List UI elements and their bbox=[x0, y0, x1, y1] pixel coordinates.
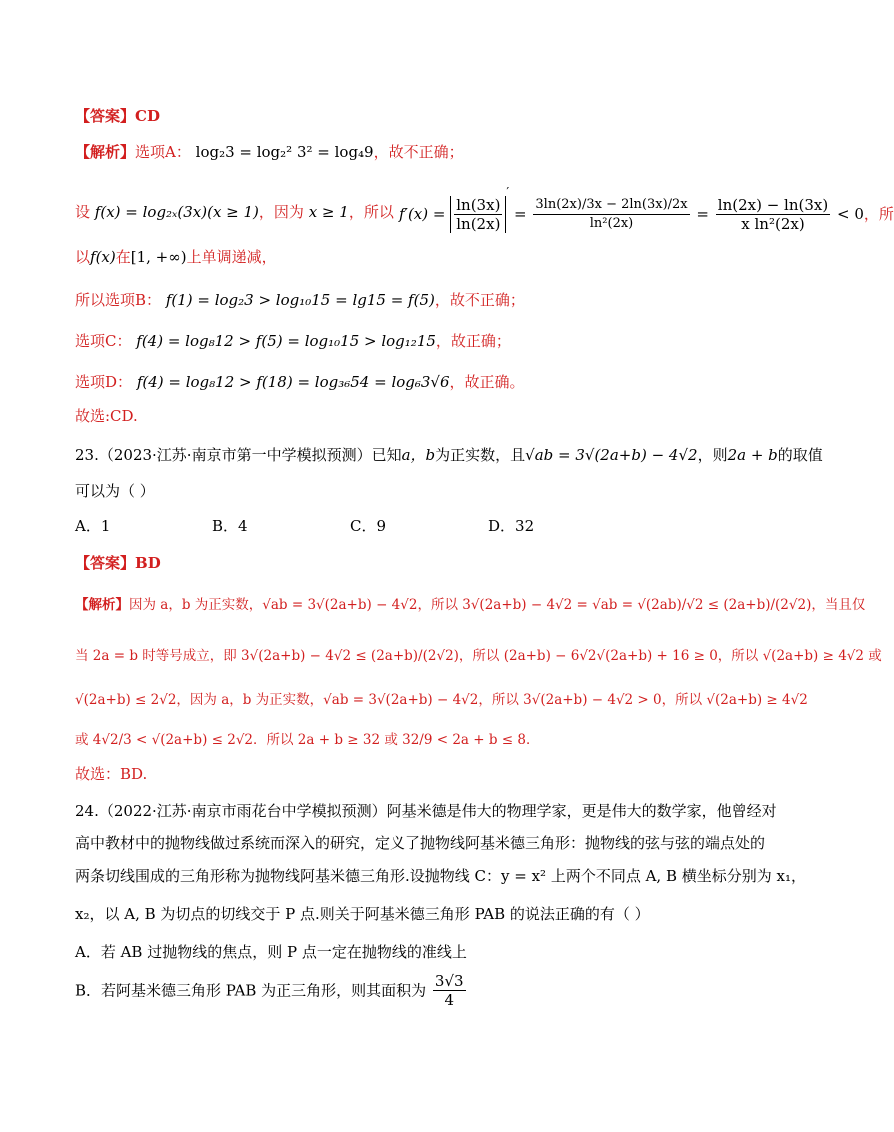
line6-pre: 选项D： bbox=[75, 373, 133, 391]
line6-math: f(4) = log₈12 > f(18) = log₃₆54 = log₆3√6 bbox=[136, 373, 450, 391]
line5-math: f(4) = log₈12 > f(5) = log₁₀15 > log₁₂15 bbox=[136, 332, 436, 350]
q23-target: 2a + b bbox=[727, 446, 778, 464]
q24-option-b-num: 3√3 bbox=[434, 972, 464, 990]
q24-option-b-den: 4 bbox=[444, 991, 455, 1009]
q24-option-a: A．若 AB 过抛物线的焦点，则 P 点一定在抛物线的准线上 bbox=[75, 943, 467, 961]
analysis2-l1: 因为 a，b 为正实数，√ab = 3√(2a+b) − 4√2，所以 3√(2a+b) − 4√2 = √ab = √(2ab)/√2 ≤ (2a+b)/(2√2)，当且仅 bbox=[129, 597, 866, 613]
answer-line-2 bbox=[75, 551, 740, 575]
q24-stem-line-3: 两条切线围成的三角形称为抛物线阿基米德三角形.设抛物线 C：y = x² 上两个不同点 A, B 横坐标分别为 x₁， bbox=[75, 867, 807, 885]
analysis2-line-2: 当 2a = b 时等号成立，即 3√(2a+b) − 4√2 ≤ (2a+b)/(2√2)，所以 (2a+b) − 6√2√(2a+b) + 16 ≥ 0，所以 √(2a+b) ≥ 4√2 或 bbox=[75, 648, 882, 664]
q24-stem-line-1: 24.（2022·江苏·南京市雨花台中学模拟预测）阿基米德是伟大的物理学家，更是伟大的数学家，他曾经对 bbox=[75, 802, 777, 820]
analysis2-line-1 bbox=[75, 593, 866, 617]
q23-option-c: C．9 bbox=[350, 517, 387, 535]
analysis1-line-2 bbox=[75, 180, 894, 242]
bracket-num: ln(3x) bbox=[456, 195, 501, 214]
analysis1-line-4 bbox=[75, 288, 740, 312]
line5-tail: ，故正确； bbox=[435, 332, 511, 350]
q23-stem-then: ，则 bbox=[697, 446, 728, 464]
rhs-num: ln(2x) − ln(3x) bbox=[717, 195, 829, 214]
option-a-tail: ，故不正确； bbox=[373, 143, 464, 161]
analysis2-line-4: 或 4√2/3 < √(2a+b) ≤ 2√2．所以 2a + b ≥ 32 或 32/9 < 2a + b ≤ 8． bbox=[75, 732, 540, 748]
answer-value: CD bbox=[135, 107, 160, 125]
analysis1-line-3 bbox=[75, 245, 740, 269]
line2-so: ，所以 bbox=[348, 203, 394, 221]
q23-stem-mid: 为正实数，且 bbox=[435, 446, 526, 464]
analysis2-line-3: √(2a+b) ≤ 2√2，因为 a，b 为正实数，√ab = 3√(2a+b) − 4√2，所以 3√(2a+b) − 4√2 > 0，所以 √(2a+b) ≥ 4√2 bbox=[75, 692, 808, 708]
answer-tag: 【答案】 bbox=[75, 107, 136, 125]
analysis1-line-1 bbox=[75, 140, 740, 164]
big-num: 3ln(2x)/3x − 2ln(3x)/2x bbox=[533, 196, 689, 215]
q24-option-b bbox=[75, 972, 740, 1016]
line5-pre: 选项C： bbox=[75, 332, 132, 350]
line2-mid: ，因为 bbox=[258, 203, 304, 221]
q23-stem-line-1 bbox=[75, 443, 823, 467]
line2-cond: x ≥ 1 bbox=[308, 203, 349, 221]
q24-stem-line-4: x₂，以 A, B 为切点的切线交于 P 点.则关于阿基米德三角形 PAB 的说法正确的有（ ） bbox=[75, 905, 650, 923]
q23-option-b: B．4 bbox=[212, 517, 248, 535]
rhs-den: x ln²(2x) bbox=[741, 214, 805, 233]
q23-stem-pre: 23.（2023·江苏·南京市第一中学模拟预测）已知 bbox=[75, 446, 402, 464]
line3-interval: [1, +∞) bbox=[130, 248, 187, 266]
derivative-expression: f′(x) = $\frac{\ln(3x)}{\ln(2x)}$ ′ = $\frac{3\ln(2x)/3x - 2\ln(3x)/2x}{\text{ln²(2x)}}$ = $\frac{\ln(2x) - \ln(3x)}{\text{x ln²(2x)}}$ < 0，所 bbox=[399, 184, 894, 233]
answer-line-1 bbox=[75, 104, 740, 128]
big-den: ln²(2x) bbox=[589, 215, 634, 231]
analysis1-line-6 bbox=[75, 370, 740, 394]
rhs-lt: < 0 bbox=[836, 205, 864, 223]
line4-math: f(1) = log₂3 > log₁₀15 = lg15 = f(5) bbox=[165, 291, 435, 309]
q23-option-a: A．1 bbox=[75, 517, 111, 535]
line2-fx: f(x) = log₂ₓ(3x)(x ≥ 1) bbox=[94, 203, 259, 221]
analysis-tag: 【解析】 bbox=[75, 143, 136, 161]
option-a-label: 选项A： bbox=[135, 143, 191, 161]
line3-fx: f(x) bbox=[90, 248, 116, 266]
analysis2-conclusion: 故选：BD. bbox=[75, 765, 148, 783]
deriv-lhs: f′(x) = bbox=[399, 205, 446, 223]
q23-option-d: D．32 bbox=[488, 517, 535, 535]
q23-cond: √ab = 3√(2a+b) − 4√2 bbox=[525, 446, 698, 464]
q23-stem-line-2: 可以为（ ） bbox=[75, 482, 155, 500]
line3-mid: 在 bbox=[115, 248, 131, 266]
analysis2-tag: 【解析】 bbox=[75, 597, 129, 613]
line6-tail: ，故正确。 bbox=[449, 373, 525, 391]
line2-tail: ，所 bbox=[863, 205, 894, 223]
analysis1-conclusion: 故选:CD. bbox=[75, 407, 138, 425]
answer2-value: BD bbox=[135, 554, 161, 572]
q24-option-b-text: B．若阿基米德三角形 PAB 为正三角形，则其面积为 bbox=[75, 981, 427, 1000]
line2-pre: 设 bbox=[75, 203, 91, 221]
line4-tail: ，故不正确； bbox=[434, 291, 525, 309]
line4-pre: 所以选项B： bbox=[75, 291, 162, 309]
analysis1-line-5 bbox=[75, 329, 740, 353]
answer2-tag: 【答案】 bbox=[75, 554, 136, 572]
q23-stem-tail: 的取值 bbox=[777, 446, 823, 464]
line3-pre: 以 bbox=[75, 248, 91, 266]
bracket-den: ln(2x) bbox=[456, 214, 501, 233]
q24-stem-line-2: 高中教材中的抛物线做过系统而深入的研究，定义了抛物线阿基米德三角形：抛物线的弦与弦的端点处的 bbox=[75, 834, 766, 852]
option-a-math: log₂3 = log₂² 3² = log₄9 bbox=[195, 143, 374, 161]
line3-tail: 上单调递减， bbox=[186, 248, 277, 266]
q23-ab: a，b bbox=[401, 446, 436, 464]
q24-option-b-fraction bbox=[433, 972, 466, 1009]
